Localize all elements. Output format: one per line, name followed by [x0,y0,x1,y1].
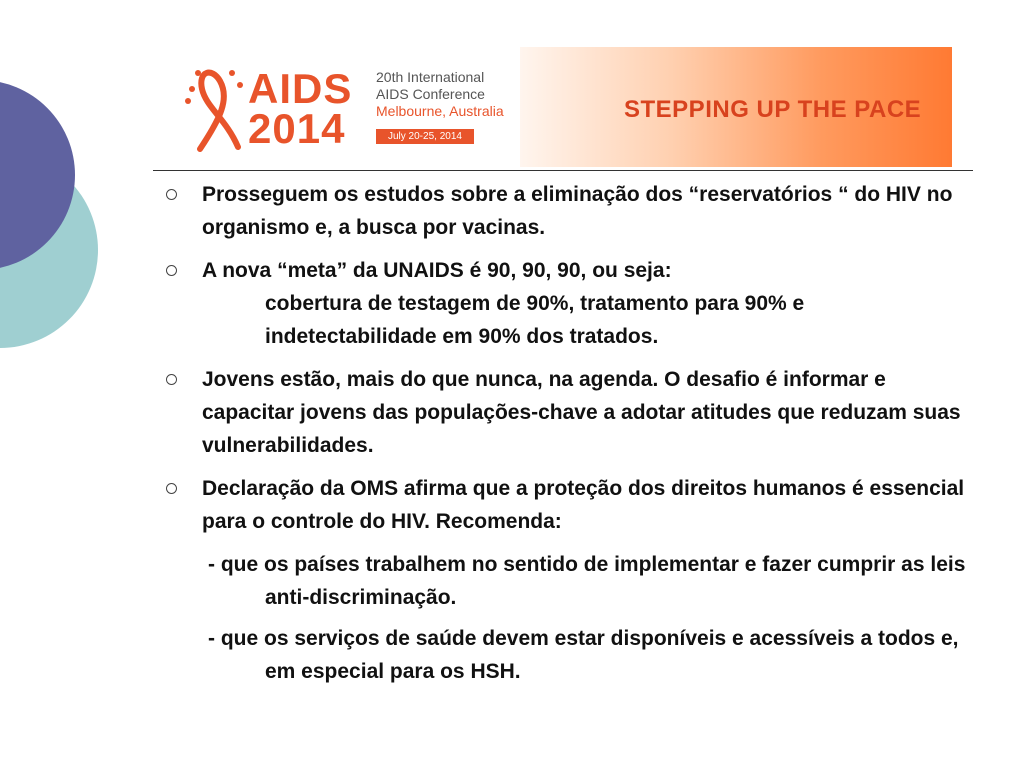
list-item [158,178,973,244]
conference-location: Melbourne, Australia [376,103,504,119]
circle-bullet-icon [166,483,177,494]
circle-bullet-icon [166,189,177,200]
conference-line-2: AIDS Conference [376,86,485,102]
decorative-circles [0,0,140,420]
circle-bullet-icon [166,265,177,276]
sub-item: - que os serviços de saúde devem estar disponíveis e acessíveis a todos e, em especial para os HSH. [208,627,959,683]
conference-banner [170,47,952,167]
conference-line-1: 20th International [376,69,485,85]
sub-item: - que os países trabalhem no sentido de implementar e fazer cumprir as leis anti-discriminação. [208,553,966,609]
conference-dates: July 20-25, 2014 [376,129,474,144]
bullet-text: Prosseguem os estudos sobre a eliminação dos “reservatórios “ do HIV no organismo e, a busca por vacinas. [202,183,953,239]
list-item [158,363,973,462]
circle-bullet-icon [166,374,177,385]
header-divider [153,170,973,171]
bullet-list [158,178,973,696]
conference-info [376,69,504,120]
bullet-text: A nova “meta” da UNAIDS é 90, 90, 90, ou seja: [202,259,672,282]
logo-year: 2014 [248,105,346,152]
bullet-text: Jovens estão, mais do que nunca, na agenda. O desafio é informar e capacitar jovens das populações-chave a adotar atitudes que reduzam suas vulnerabilidades. [202,368,961,457]
banner-slogan: STEPPING UP THE PACE [624,96,922,123]
bullet-text: Declaração da OMS afirma que a proteção dos direitos humanos é essencial para o controle do HIV. Recomenda: [202,477,965,533]
list-item [158,254,973,353]
ribbon-logo-icon [180,59,250,155]
bullet-detail: cobertura de testagem de 90%, tratamento para 90% e indetectabilidade em 90% dos tratados. [265,292,805,348]
list-item [158,472,973,538]
logo-word: AIDS [248,65,353,112]
